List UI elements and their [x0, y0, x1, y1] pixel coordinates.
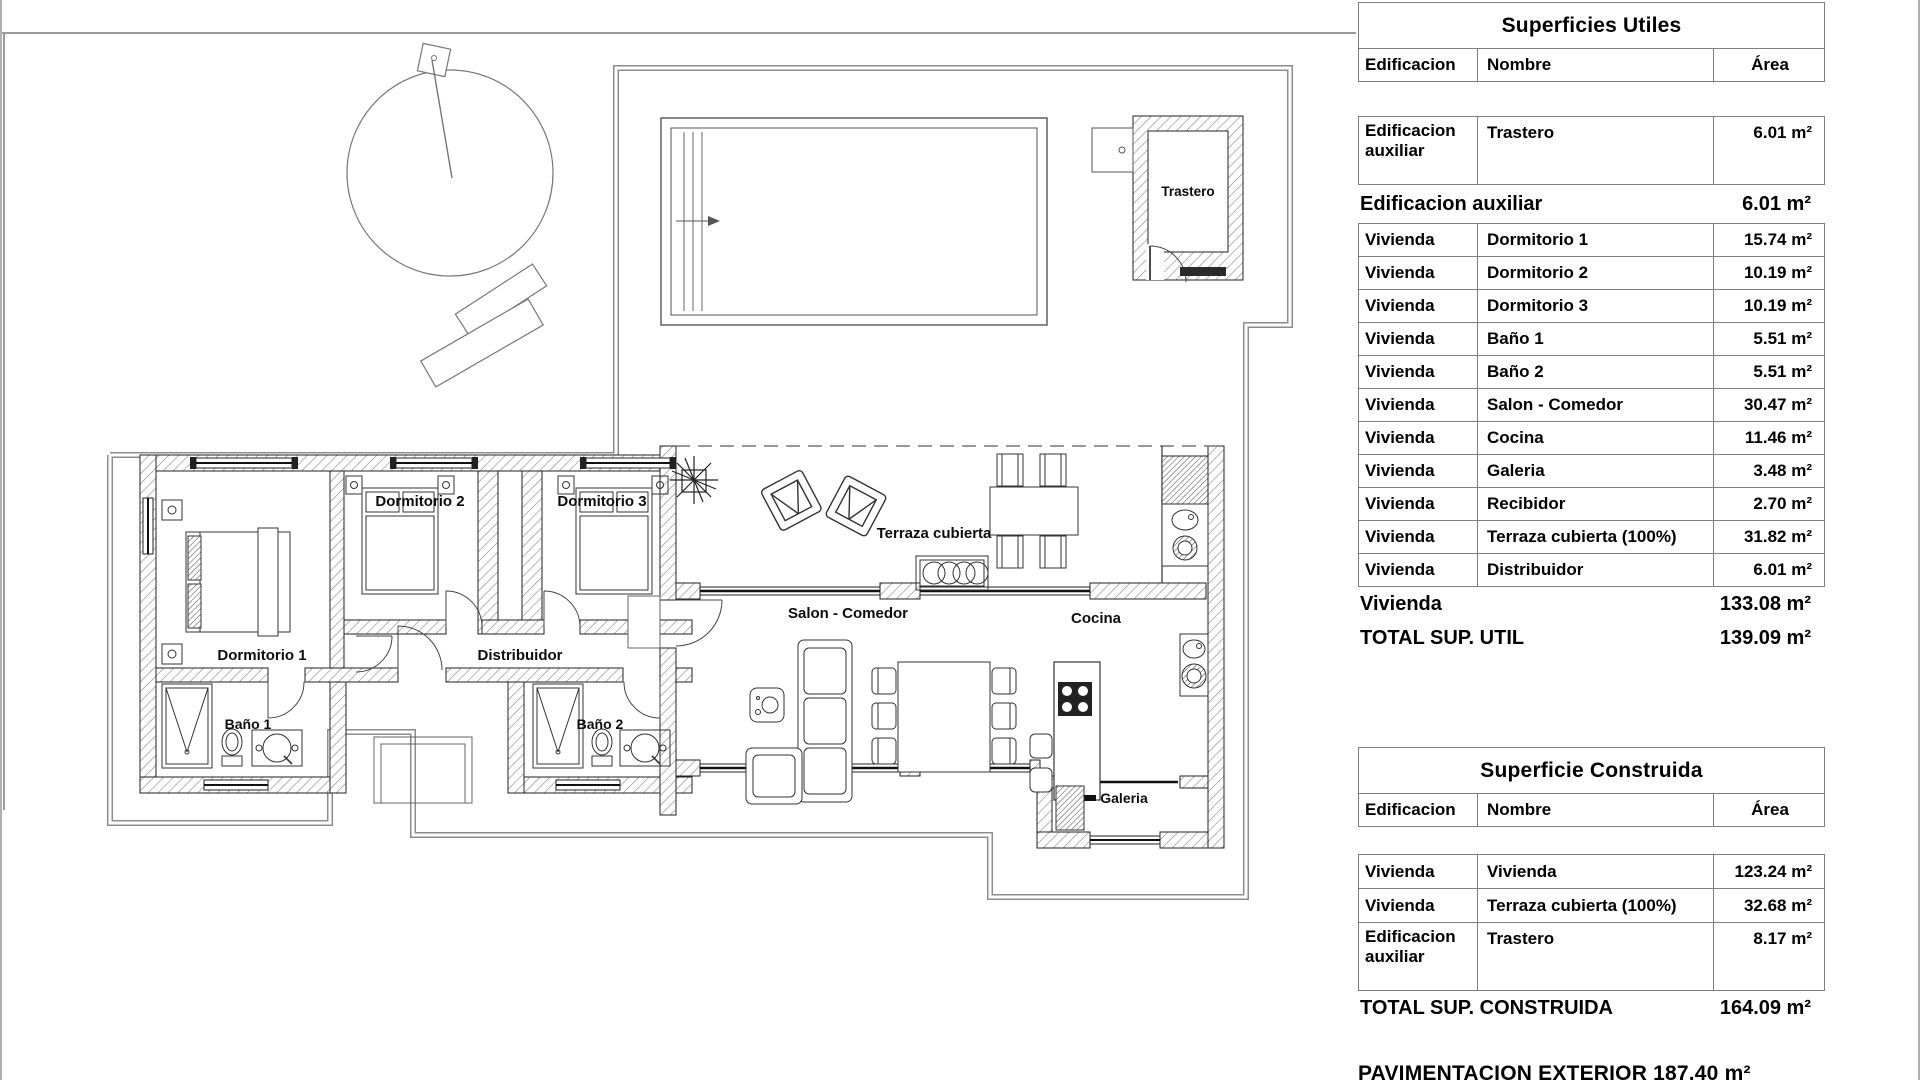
bed-dormitorio1	[162, 500, 290, 664]
table-title: Superficie Construida	[1359, 748, 1824, 794]
ring-planter	[916, 556, 988, 590]
superficies-utiles-header	[1358, 2, 1825, 82]
table-row: Vivienda Vivienda 123.24 m²	[1359, 855, 1824, 888]
thermostat-icon	[750, 688, 784, 722]
room-label-bano1: Baño 1	[224, 716, 272, 732]
table-row: Vivienda Dormitorio 3 10.19 m²	[1359, 289, 1824, 322]
terraza-armchairs	[760, 469, 887, 537]
construida-rows-block	[1358, 854, 1825, 991]
superficie-construida-table	[1358, 747, 1825, 1025]
table-title: Superficies Utiles	[1359, 3, 1824, 49]
garden-benches	[421, 264, 547, 387]
vivienda-rows-block	[1358, 223, 1825, 587]
dining-set	[872, 662, 1016, 772]
room-label-trastero: Trastero	[1161, 184, 1215, 199]
aux-subtotal: Edificacion auxiliar 6.01 m²	[1360, 192, 1811, 215]
table-row: Vivienda Cocina 11.46 m²	[1359, 421, 1824, 454]
outdoor-kitchen	[1162, 446, 1208, 583]
galeria-appliance	[1056, 786, 1084, 830]
total-sup-util: TOTAL SUP. UTIL 139.09 m²	[1360, 626, 1811, 649]
room-label-dormitorio3: Dormitorio 3	[557, 493, 647, 510]
table-row: Edificacion auxiliar Trastero 6.01 m²	[1359, 117, 1824, 184]
col-header-nombre: Nombre	[1477, 794, 1713, 826]
table-row: Vivienda Baño 2 5.51 m²	[1359, 355, 1824, 388]
col-header-area: Área	[1713, 49, 1826, 81]
col-header-nombre: Nombre	[1477, 49, 1713, 81]
pavimentacion-exterior-note: PAVIMENTACION EXTERIOR 187.40 m²	[1358, 1062, 1751, 1080]
entrance-porch	[374, 737, 472, 803]
superficie-construida-header	[1358, 747, 1825, 827]
room-label-salon: Salon - Comedor	[787, 605, 909, 622]
table-row: Vivienda Dormitorio 1 15.74 m²	[1359, 224, 1824, 256]
table-row: Vivienda Terraza cubierta (100%) 31.82 m²	[1359, 520, 1824, 553]
table-row: Edificacion auxiliar Trastero 8.17 m²	[1359, 922, 1824, 990]
garden-circle	[347, 43, 553, 276]
room-label-distribuidor: Distribuidor	[477, 647, 563, 664]
terraza-table-set	[990, 454, 1078, 568]
room-label-cocina: Cocina	[1070, 610, 1122, 627]
room-label-terraza: Terraza cubierta	[876, 525, 992, 542]
entrance-step	[628, 596, 660, 648]
sheet-left-edge	[0, 0, 2, 1080]
vivienda-subtotal: Vivienda 133.08 m²	[1360, 592, 1811, 615]
col-header-edificacion: Edificacion	[1365, 800, 1456, 819]
pool	[661, 118, 1047, 325]
kitchen-sink	[1180, 634, 1208, 696]
table-row: Vivienda Salon - Comedor 30.47 m²	[1359, 388, 1824, 421]
superficies-utiles-table	[1358, 2, 1825, 655]
table-row: Vivienda Distribuidor 6.01 m²	[1359, 553, 1824, 586]
table-row: Vivienda Dormitorio 2 10.19 m²	[1359, 256, 1824, 289]
table-row: Vivienda Galeria 3.48 m²	[1359, 454, 1824, 487]
table-row: Vivienda Terraza cubierta (100%) 32.68 m²	[1359, 888, 1824, 922]
table-row: Vivienda Recibidor 2.70 m²	[1359, 487, 1824, 520]
room-label-dormitorio1: Dormitorio 1	[217, 647, 307, 664]
kitchen-island	[1030, 662, 1100, 801]
room-label-galeria: Galeria	[1100, 790, 1148, 806]
room-label-bano2: Baño 2	[576, 716, 624, 732]
total-sup-construida: TOTAL SUP. CONSTRUIDA 164.09 m²	[1360, 996, 1811, 1019]
room-label-dormitorio2: Dormitorio 2	[375, 493, 465, 510]
table-row: Vivienda Baño 1 5.51 m²	[1359, 322, 1824, 355]
trastero-building	[1092, 116, 1243, 282]
plant-icon	[670, 456, 718, 504]
col-header-area: Área	[1713, 794, 1826, 826]
col-header-edificacion: Edificacion	[1365, 55, 1456, 74]
aux-rows-block	[1358, 116, 1825, 185]
